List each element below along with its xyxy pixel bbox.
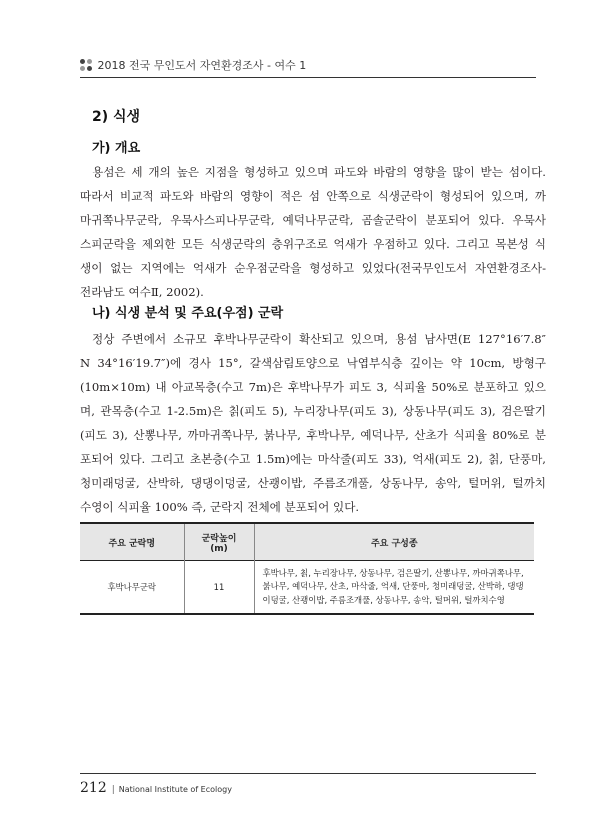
cell-community-name: 후박나무군락 [107,582,157,592]
analysis-line: (피도 3), 산뽕나무, 까마귀쪽나무, 붉나무, 후박나무, 예덕나무, 산초가 식피율 80%로 분 [80,428,546,442]
footer-divider [80,773,536,774]
table-row [80,561,534,615]
header-species: 주요 구성종 [254,523,534,561]
overview-paragraph [80,160,546,304]
header-divider [80,77,536,78]
species-line: 후박나무, 칡, 누리장나무, 상동나무, 검은딸기, 산뽕나무, 까마귀쪽나무, [262,567,524,578]
analysis-line: N 34°16′19.7″)에 경사 15°, 갈색삼림토양으로 낙엽부식층 깊이는 약 10cm, 방형구 [80,356,546,370]
section-heading: 2) 식생 [92,109,141,125]
cell-community-height: 11 [184,561,254,615]
footer-institution: National Institute of Ecology [118,785,232,794]
species-line: 이덩굴, 산괭이밥, 주름조개풀, 상동나무, 송악, 털머위, 털까치수영 [262,594,505,605]
subsection-heading-analysis: 나) 식생 분석 및 주요(우점) 군락 [92,306,284,321]
running-header [80,55,536,75]
cell-species [254,561,534,615]
overview-line: 따라서 비교적 파도와 바람의 영향이 적은 섬 안쪽으로 식생군락이 형성되어 있으며, 까 [80,189,546,203]
overview-line: 생이 없는 지역에는 억새가 순우점군락을 형성하고 있었다(전국무인도서 자연환경조사- [80,261,546,275]
overview-line: 용섬은 세 개의 높은 지점을 형성하고 있으며 파도와 바람의 영향을 많이 받는 섬이다. [92,165,546,179]
analysis-line: (10m×10m) 내 아교목층(수고 7m)은 후박나무가 피도 3, 식피율 50%로 분포하고 있으 [80,380,546,394]
header-height-unit: (m) [210,543,228,554]
footer-separator: | [111,785,115,795]
analysis-line: 포되어 있다. 그리고 초본층(수고 1.5m)에는 마삭줄(피도 33), 억새(피도 2), 칡, 단풍마, [80,452,546,466]
analysis-line: 며, 관목층(수고 1-2.5m)은 칡(피도 5), 누리장나무(피도 3), 상동나무(피도 3), 검은딸기 [80,404,546,418]
analysis-line: 수영이 식피율 100% 즉, 군락지 전체에 분포되어 있다. [80,500,360,514]
overview-line: 마귀쪽나무군락, 우묵사스피나무군락, 예덕나무군락, 곰솔군락이 분포되어 있다. 우묵사 [80,213,546,227]
page-footer [80,780,232,796]
species-line: 붉나무, 예덕나무, 산초, 마삭줄, 억새, 단풍마, 청미래덩굴, 산박하, 댕댕 [262,581,524,592]
table-header-row [80,523,534,561]
subsection-heading-overview: 가) 개요 [92,141,141,156]
analysis-line: 정상 주변에서 소규모 후박나무군락이 확산되고 있으며, 용섬 남사면(E 127°16′7.8″ [92,332,546,346]
analysis-line: 청미래덩굴, 산박하, 댕댕이덩굴, 산괭이밥, 주름조개풀, 상동나무, 송악, 털머위, 털까치 [80,476,546,490]
page-number: 212 [80,780,107,796]
overview-line: 스피군락을 제외한 모든 식생군락의 층위구조로 억새가 우점하고 있다. 그리고 목본성 식 [80,237,546,251]
header-height-label: 군락높이 [201,533,237,544]
header-dots-icon [80,59,92,71]
header-community-height [184,523,254,561]
community-table [80,522,534,615]
header-community-name: 주요 군락명 [108,538,156,549]
header-title: 2018 전국 무인도서 자연환경조사 - 여수 1 [97,59,307,72]
analysis-paragraph [80,327,546,519]
overview-line: 전라남도 여수Ⅱ, 2002). [80,285,204,299]
